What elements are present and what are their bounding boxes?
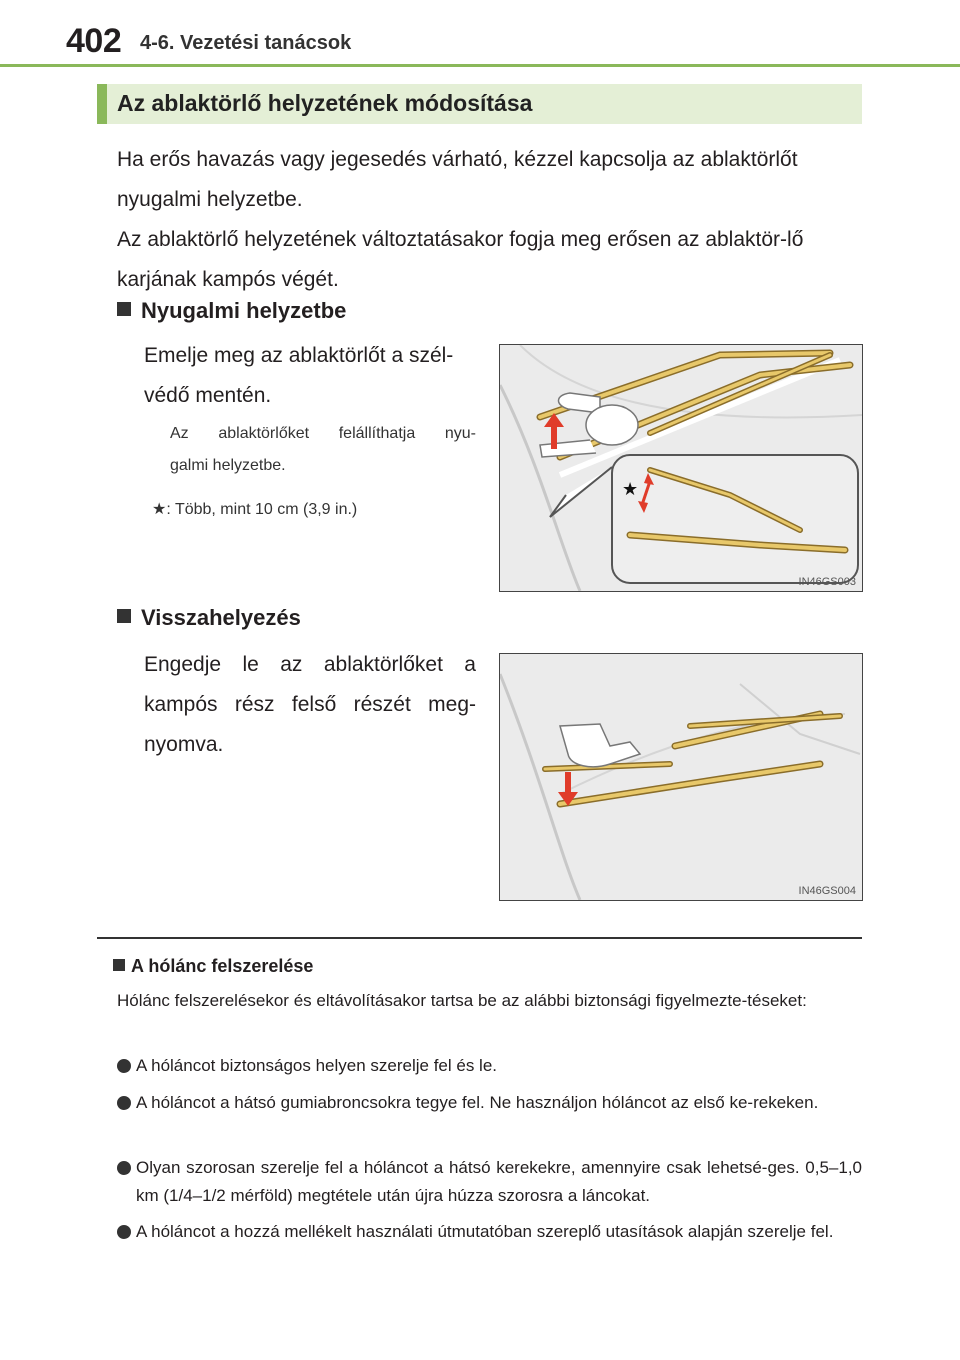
list-item: [117, 1154, 862, 1210]
list-item: [117, 1052, 862, 1080]
square-bullet-icon: [117, 609, 131, 623]
return-position-heading-text: Visszahelyezés: [141, 605, 301, 630]
lower-wiper-illustration: [500, 654, 862, 900]
intro-paragraph-2: Az ablaktörlő helyzetének változtatásakor fogja meg erősen az ablaktör-lő karjának kampós végét.: [117, 228, 804, 291]
section-divider: [97, 937, 862, 939]
figure-raise-wiper: [499, 344, 863, 592]
svg-text:★: ★: [622, 479, 639, 500]
list-item-text: Olyan szorosan szerelje fel a hóláncot a hátsó kerekekre, amennyire csak lehetsé-ges. 0,5–1,0 km (1/4–1/2 mérföld) megtétele után újra húzza szorosra a láncokat.: [136, 1158, 862, 1205]
star-note: [152, 494, 482, 526]
snow-chain-intro: Hólánc felszerelésekor és eltávolításakor tartsa be az alábbi biztonsági figyelmezte-téseket:: [117, 991, 807, 1010]
square-bullet-icon: [117, 302, 131, 316]
intro-paragraph-1: Ha erős havazás vagy jegesedés várható, kézzel kapcsolja az ablaktörlőt nyugalmi helyzetbe.: [117, 148, 798, 211]
header-divider: [0, 64, 960, 67]
rest-position-heading: [117, 298, 346, 324]
section-title-bar: [97, 84, 862, 124]
figure-code: IN46GS003: [798, 576, 856, 588]
page-number: 402: [66, 22, 122, 60]
square-bullet-icon: [113, 959, 125, 971]
list-item: [117, 1089, 862, 1117]
rest-position-note-line-2: galmi helyzetbe.: [170, 457, 286, 474]
list-item: [117, 1218, 862, 1246]
star-icon: ★: [152, 501, 167, 518]
figure-lower-wiper: [499, 653, 863, 901]
rest-position-line-1: Emelje meg az ablaktörlőt a szél-: [144, 344, 454, 367]
raise-wiper-illustration: [500, 345, 862, 591]
return-position-line-1: Engedje le az ablaktörlőket a: [144, 653, 476, 676]
rest-position-line-2: védő mentén.: [144, 384, 272, 407]
return-position-text: [144, 645, 476, 765]
bullet-dot-icon: [117, 1161, 131, 1175]
section-title: Az ablaktörlő helyzetének módosítása: [117, 90, 533, 116]
rest-position-heading-text: Nyugalmi helyzetbe: [141, 298, 347, 323]
rest-position-text: [144, 336, 476, 416]
rest-position-note-line-1: Az ablaktörlőket felállíthatja nyu-: [170, 425, 476, 442]
list-item-text: A hóláncot biztonságos helyen szerelje fel és le.: [136, 1056, 498, 1075]
snow-chain-title-text: A hólánc felszerelése: [131, 956, 314, 976]
section-accent: [97, 84, 107, 124]
bullet-dot-icon: [117, 1096, 131, 1110]
figure-code: IN46GS004: [798, 885, 856, 897]
return-position-line-3: nyomva.: [144, 733, 224, 756]
chapter-title: 4-6. Vezetési tanácsok: [140, 32, 352, 54]
return-position-line-2: kampós rész felső részét meg-: [144, 693, 476, 716]
snow-chain-title: [113, 956, 313, 977]
bullet-dot-icon: [117, 1059, 131, 1073]
list-item-text: A hóláncot a hátsó gumiabroncsokra tegye fel. Ne használjon hóláncot az első ke-rekeken.: [136, 1093, 819, 1112]
star-note-text: : Több, mint 10 cm (3,9 in.): [166, 501, 358, 518]
rest-position-note: [170, 418, 476, 482]
bullet-dot-icon: [117, 1225, 131, 1239]
return-position-heading: [117, 605, 301, 631]
list-item-text: A hóláncot a hozzá mellékelt használati útmutatóban szereplő utasítások alapján szerelje fel.: [136, 1222, 834, 1241]
